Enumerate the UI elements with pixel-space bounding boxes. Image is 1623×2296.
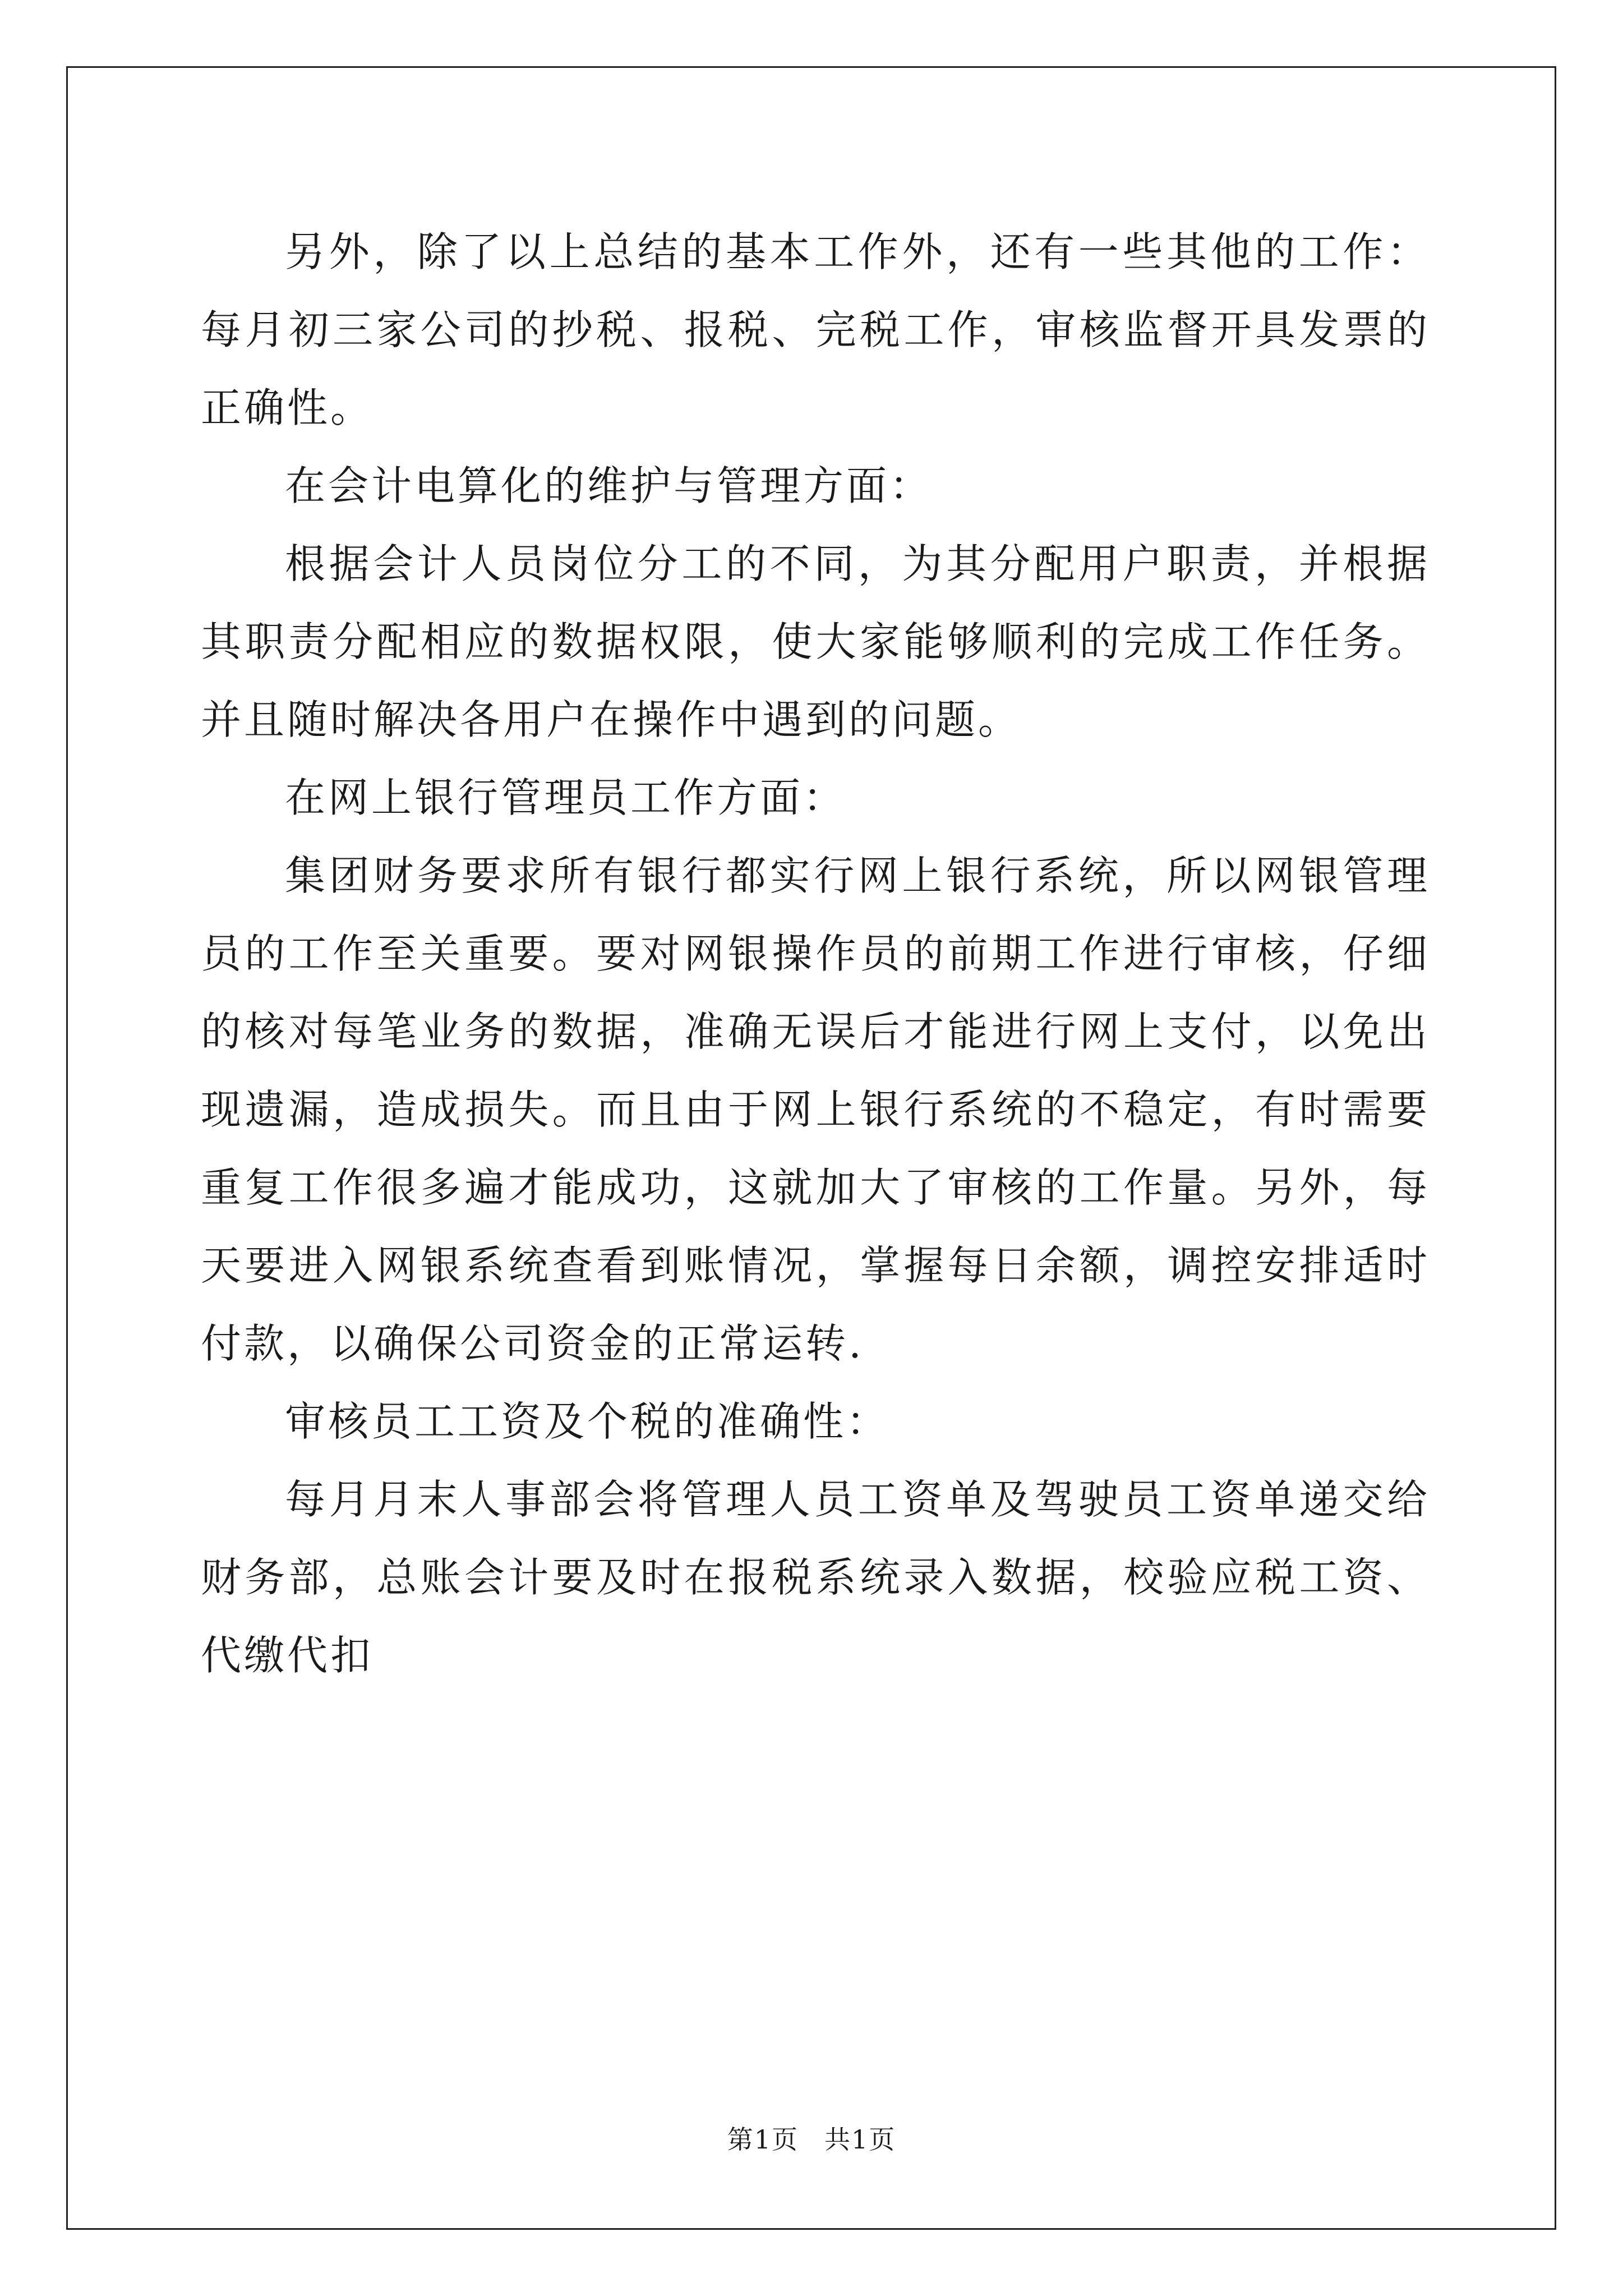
page-footer: [0, 2119, 1623, 2156]
page-number-current: 第1页: [727, 2124, 799, 2155]
page-number-total: 共1页: [824, 2124, 896, 2155]
paragraph: 集团财务要求所有银行都实行网上银行系统，所以网银管理员的工作至关重要。要对网银操作员的前期工作进行审核，仔细的核对每笔业务的数据，准确无误后才能进行网上支付，以免出现遗漏，造成损失。而且由于网上银行系统的不稳定，有时需要重复工作很多遍才能成功，这就加大了审核的工作量。另外，每天要进入网银系统查看到账情况，掌握每日余额，调控安排适时付款，以确保公司资金的正常运转.: [201, 852, 1430, 1367]
paragraph: 在网上银行管理员工作方面：: [285, 774, 847, 821]
document-body: [201, 213, 1430, 1695]
paragraph: 在会计电算化的维护与管理方面：: [285, 462, 933, 509]
paragraph: 每月月末人事部会将管理人员工资单及驾驶员工资单递交给财务部，总账会计要及时在报税系统录入数据，校验应税工资、代缴代扣: [201, 1476, 1430, 1679]
paragraph: 根据会计人员岗位分工的不同，为其分配用户职责，并根据其职责分配相应的数据权限，使大家能够顺利的完成工作任务。并且随时解决各用户在操作中遇到的问题。: [201, 540, 1430, 743]
paragraph: 另外，除了以上总结的基本工作外，还有一些其他的工作：每月初三家公司的抄税、报税、完税工作，审核监督开具发票的正确性。: [201, 228, 1430, 431]
paragraph: 审核员工工资及个税的准确性：: [285, 1398, 890, 1445]
